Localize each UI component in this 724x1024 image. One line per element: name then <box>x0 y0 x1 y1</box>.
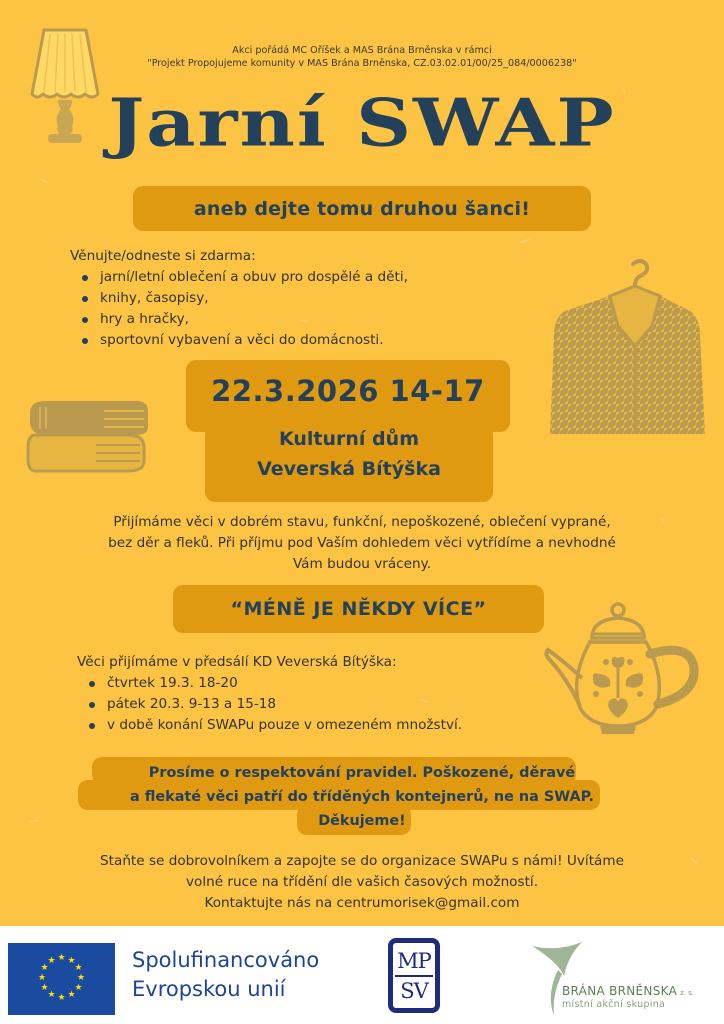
svg-text:★: ★ <box>37 973 47 983</box>
rules-line: a flekaté věci patří do tříděných kontejnerů, ne na SWAP. <box>130 789 594 805</box>
give-intro: Věnujte/odneste si zdarma: <box>70 248 256 264</box>
list-item: sportovní vybavení a věci do domácnosti. <box>80 330 408 351</box>
volunteer-line: volné ruce na třídění dle vašich časových možností. <box>185 874 539 890</box>
mpsv-divider <box>395 975 433 977</box>
venue-line-1: Kulturní dům <box>279 428 419 450</box>
list-item: pátek 20.3. 9-13 a 15-18 <box>87 694 462 715</box>
list-item: hry a hračky, <box>80 309 408 330</box>
give-section <box>70 246 408 351</box>
eu-cofunded-label <box>132 946 319 1004</box>
books-icon <box>24 395 156 475</box>
acceptance-text <box>60 512 664 575</box>
mpsv-logo <box>388 938 440 1013</box>
organizer-credit <box>0 44 724 70</box>
contact-email: Kontaktujte nás na centrumorisek@gmail.com <box>204 895 520 911</box>
jacket-icon <box>540 256 710 436</box>
acceptance-line: bez děr a fleků. Při příjmu pod Vaším dohledem věci vytřídíme a nevhodné <box>108 535 616 551</box>
list-item: knihy, časopisy, <box>80 288 408 309</box>
bb-suffix: z. s. <box>680 989 695 997</box>
svg-text:★: ★ <box>74 983 83 993</box>
brana-brnenska-name <box>562 984 694 998</box>
list-item: čtvrtek 19.3. 18-20 <box>87 673 462 694</box>
teapot-icon <box>540 598 700 738</box>
eu-flag-icon <box>8 943 115 1015</box>
svg-text:★: ★ <box>40 983 49 993</box>
acceptance-line: Přijímáme věci v dobrém stavu, funkční, nepoškozené, oblečení vyprané, <box>113 514 611 530</box>
bb-name-text: BRÁNA BRNĚNSKA <box>562 984 678 998</box>
credit-line-2: "Projekt Propojujeme komunity v MAS Brána Brněnska, CZ.03.02.01/00/25_084/0006238" <box>147 58 577 69</box>
acceptance-line: Vám budou vráceny. <box>292 556 432 572</box>
mpsv-top: MP <box>397 949 431 973</box>
list-item: jarní/letní oblečení a obuv pro dospělé a děti, <box>80 267 408 288</box>
venue-line-2: Veverská Bítýška <box>257 458 441 480</box>
svg-text:★: ★ <box>57 953 66 963</box>
give-list <box>70 267 408 351</box>
svg-text:★: ★ <box>57 993 66 1003</box>
rules-line: Prosíme o respektování pravidel. Poškozené, děravé <box>148 765 576 781</box>
svg-text:★: ★ <box>67 990 76 1000</box>
subtitle: aneb dejte tomu druhou šanci! <box>193 197 531 220</box>
sponsor-footer <box>0 926 724 1024</box>
page-title: Jarní SWAP <box>108 84 616 161</box>
svg-text:★: ★ <box>47 990 56 1000</box>
subtitle-band <box>133 186 591 231</box>
motto-band <box>173 585 544 633</box>
svg-text:★: ★ <box>47 956 56 966</box>
svg-text:★: ★ <box>76 973 86 983</box>
mpsv-bottom: SV <box>400 979 428 1003</box>
brana-brnenska-subtitle: místní akční skupina <box>562 999 666 1010</box>
credit-line-1: Akci pořádá MC Oříšek a MAS Brána Brněnska v rámci <box>232 45 492 56</box>
collection-section <box>77 652 462 736</box>
event-datetime: 22.3.2026 14-17 <box>211 374 485 408</box>
volunteer-text <box>40 851 684 914</box>
rules-line: Děkujeme! <box>318 813 406 829</box>
rules-text <box>70 761 654 833</box>
motto: “MÉNĚ JE NĚKDY VÍCE” <box>230 598 487 620</box>
list-item: v době konání SWAPu pouze v omezeném množství. <box>87 715 462 736</box>
collection-list <box>77 673 462 736</box>
volunteer-line: Staňte se dobrovolníkem a zapojte se do organizace SWAPu s námi! Uvítáme <box>100 853 624 869</box>
eu-line: Evropskou unií <box>132 977 286 1001</box>
svg-text:★: ★ <box>40 963 49 973</box>
event-venue <box>205 424 493 484</box>
collection-intro: Věci přijímáme v předsálí KD Veverská Bítýška: <box>77 654 397 670</box>
svg-text:★: ★ <box>74 963 83 973</box>
eu-line: Spolufinancováno <box>132 948 320 972</box>
svg-text:★: ★ <box>67 956 76 966</box>
